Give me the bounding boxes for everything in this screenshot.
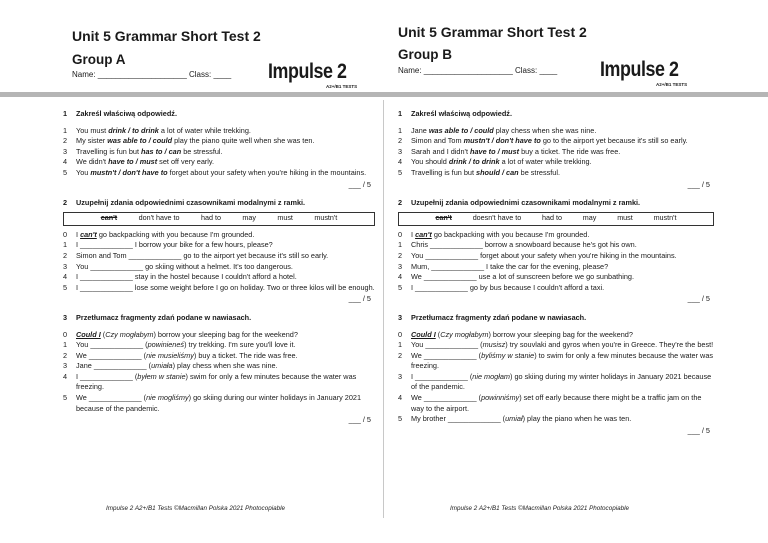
polish-hint: nie mogliśmy (146, 393, 189, 403)
answer-options: mustn't / don't have to (463, 136, 541, 146)
example-answer: can't (80, 229, 97, 239)
text-fragment: Mum, _____________ I take the car for the evening, please? (411, 261, 609, 271)
question-item (398, 157, 714, 168)
exercise-instruction (398, 313, 714, 324)
question-item (398, 251, 714, 262)
word-box (63, 212, 375, 226)
group-label: Group A (72, 52, 126, 67)
question-number: 4 (398, 157, 403, 167)
score-line: ___ / 5 (687, 425, 710, 435)
question-item (63, 351, 375, 362)
question-item (63, 230, 375, 241)
polish-hint: umiała (151, 361, 173, 371)
question-number: 1 (398, 125, 403, 135)
exercise-instruction (63, 109, 375, 120)
section-gap (63, 190, 375, 196)
text-fragment: We _____________ ( (76, 350, 147, 360)
question-number: 3 (63, 261, 68, 271)
question-item (398, 340, 714, 351)
answer-options: should / can (476, 167, 519, 177)
logo-subtitle: A2+/B1 TESTS (656, 82, 688, 87)
word-box-item: mustn't (314, 213, 338, 223)
exercise-content (63, 107, 375, 426)
exercise-instruction (398, 198, 714, 209)
question-item (63, 147, 375, 158)
question-item (398, 272, 714, 283)
question-text (76, 251, 328, 260)
question-number: 2 (398, 250, 403, 260)
question-number: 0 (398, 329, 403, 339)
text-fragment: ) try trekking. I'm sure you'll love it. (184, 340, 296, 350)
question-text (76, 262, 293, 271)
text-fragment: Sarah and I didn't (411, 146, 470, 156)
question-number: 5 (398, 414, 403, 424)
question-item (63, 126, 375, 137)
text-fragment: Jane (411, 125, 429, 135)
text-fragment: ) borrow your sleeping bag for the weekend? (153, 329, 298, 339)
page-title: Unit 5 Grammar Short Test 2 (72, 28, 261, 44)
text-fragment: Travelling is fun but (411, 167, 477, 177)
answer-options: was able to / could (107, 136, 173, 146)
question-number: 0 (63, 229, 68, 239)
question-text (76, 361, 278, 370)
question-number: 4 (63, 157, 68, 167)
word-box-item: may (242, 213, 256, 223)
name-class-line: Name: ____________________ Class: ____ (72, 70, 232, 79)
question-number: 3 (398, 371, 403, 381)
text-fragment: You _____________ forget about your safety when you're hiking in the mountains. (411, 250, 677, 260)
copyright-footer: Impulse 2 A2+/B1 Tests ©Macmillan Polska 2021 Photocopiable (106, 505, 286, 512)
text-fragment: ( (435, 329, 441, 339)
exercise-number: 2 (398, 198, 403, 208)
polish-hint: byliśmy w stanie (481, 350, 535, 360)
question-number: 5 (63, 393, 68, 403)
question-number: 0 (398, 229, 403, 239)
text-fragment: a lot of water while trekking. (499, 157, 592, 167)
question-text (76, 168, 366, 177)
text-fragment: My sister (76, 136, 108, 146)
question-text (76, 340, 296, 349)
question-text (76, 126, 251, 135)
question-text (76, 147, 223, 156)
question-item (398, 126, 714, 137)
exercise-title: Zakreśl właściwą odpowiedź. (76, 109, 177, 118)
section-gap (398, 190, 714, 196)
question-number: 4 (63, 272, 68, 282)
question-text (76, 283, 375, 292)
polish-hint: Czy mogłabym (440, 329, 489, 339)
word-box-item: doesn't have to (472, 213, 522, 223)
polish-hint: Czy mogłabym (105, 329, 154, 339)
text-fragment: ) to swim for only a few minutes because the water was freezing. (411, 350, 714, 371)
exercise-title: Uzupełnij zdania odpowiednimi czasownikami modalnymi z ramki. (411, 198, 641, 208)
question-text (411, 168, 560, 177)
text-fragment: go backpacking with you because I'm grounded. (96, 229, 255, 239)
question-item (398, 414, 714, 425)
answer-options: have to / must (108, 157, 158, 167)
logo-subtitle: A2+/B1 TESTS (326, 84, 358, 89)
question-item (63, 262, 375, 273)
text-fragment: You must (76, 125, 109, 135)
question-number: 3 (63, 146, 68, 156)
text-fragment: ) set off early because there might be a traffic jam on the way to the airport. (411, 393, 702, 413)
text-fragment: forget about your safety when you're hiking in the mountains. (167, 167, 367, 177)
question-number: 1 (63, 340, 68, 350)
text-fragment: play chess when she was nine. (493, 125, 597, 135)
question-number: 1 (398, 240, 403, 250)
question-number: 1 (398, 340, 403, 350)
text-fragment: a lot of water while trekking. (158, 125, 251, 135)
test-page-group-b (384, 0, 768, 543)
text-fragment: buy a ticket. The ride was free. (519, 146, 621, 156)
text-fragment: I _____________ lose some weight before I go on holiday. Two or three kilos will be enough. (76, 282, 375, 292)
word-box-item: must (277, 213, 293, 223)
score-line: ___ / 5 (348, 415, 371, 425)
answer-options: drink / to drink (108, 125, 159, 135)
polish-hint: umiał (505, 414, 523, 424)
question-number: 5 (63, 282, 68, 292)
text-fragment: be stressful. (518, 167, 560, 177)
question-number: 4 (398, 393, 403, 403)
polish-hint: nie mogłam (472, 371, 510, 381)
question-number: 3 (398, 146, 403, 156)
question-item (398, 393, 714, 414)
question-text (411, 330, 633, 339)
question-text (411, 240, 637, 249)
question-item (398, 147, 714, 158)
exercise-instruction (63, 198, 375, 209)
page-title: Unit 5 Grammar Short Test 2 (398, 24, 587, 40)
question-text (411, 262, 608, 271)
question-item (63, 251, 375, 262)
text-fragment: You _____________ ( (411, 340, 483, 350)
text-fragment: We _____________ ( (411, 350, 482, 360)
question-number: 2 (398, 136, 403, 146)
exercise-content (398, 107, 714, 436)
text-fragment: ) buy a ticket. The ride was free. (193, 350, 298, 360)
group-label: Group B (398, 47, 452, 62)
question-text (411, 414, 631, 423)
question-item (398, 372, 714, 393)
question-text (411, 283, 604, 292)
text-fragment: I _____________ I borrow your bike for a few hours, please? (76, 240, 273, 250)
name-class-line: Name: ____________________ Class: ____ (398, 66, 558, 75)
text-fragment: play the piano quite well when she was ten. (172, 136, 315, 146)
exercise-number: 1 (63, 109, 68, 118)
text-fragment: ) swim for only a few minutes because the water was freezing. (76, 371, 357, 392)
exercise-number: 1 (398, 109, 403, 118)
polish-hint: musisz (482, 340, 506, 350)
text-fragment: Chris _____________ borrow a snowboard because he's got his own. (411, 240, 637, 250)
text-fragment: We _____________ ( (76, 393, 147, 403)
exercise-number: 3 (398, 312, 403, 322)
question-item (63, 393, 375, 414)
question-text (76, 393, 361, 413)
question-number: 1 (63, 240, 68, 250)
section-gap (398, 305, 714, 311)
score-line: ___ / 5 (348, 179, 371, 189)
question-text (411, 393, 701, 413)
question-number: 2 (63, 250, 68, 260)
text-fragment: ( (100, 329, 106, 339)
question-text (76, 372, 356, 392)
text-fragment: go backpacking with you because I'm grounded. (431, 229, 590, 239)
question-text (76, 330, 298, 339)
question-item (63, 340, 375, 351)
text-fragment: Travelling is fun but (76, 146, 142, 156)
polish-hint: byłem w stanie (137, 371, 186, 381)
question-number: 2 (63, 350, 68, 360)
text-fragment: You (76, 167, 91, 177)
impulse-logo: Impulse 2 (268, 60, 347, 83)
answer-options: drink / to drink (448, 157, 500, 167)
question-item (63, 372, 375, 393)
word-box-item: must (617, 213, 633, 223)
question-number: 0 (63, 329, 68, 339)
question-text (76, 136, 314, 145)
impulse-logo: Impulse 2 (600, 58, 679, 81)
question-item (63, 361, 375, 372)
question-text (76, 272, 297, 281)
exercise-number: 3 (63, 312, 68, 322)
polish-hint: powinniśmy (481, 393, 520, 403)
question-item (398, 168, 714, 179)
question-text (411, 230, 589, 239)
question-text (411, 272, 634, 281)
exercise-title: Zakreśl właściwą odpowiedź. (411, 109, 512, 118)
text-fragment: You _____________ go skiing without a helmet. It's too dangerous. (76, 261, 293, 271)
text-fragment: You should (411, 157, 449, 167)
text-fragment: go to the airport yet because it's still so early. (540, 136, 688, 146)
exercise-title: Uzupełnij zdania odpowiednimi czasownikami modalnymi z ramki. (76, 198, 306, 208)
question-text (76, 351, 298, 360)
exercise-number: 2 (63, 198, 68, 208)
text-fragment: I (411, 229, 416, 239)
question-text (411, 157, 592, 166)
question-number: 5 (398, 167, 403, 177)
answer-options: has to / can (141, 146, 182, 156)
question-text (76, 240, 273, 249)
polish-hint: nie musieliśmy (146, 350, 194, 360)
copyright-footer: Impulse 2 A2+/B1 Tests ©Macmillan Polska 2021 Photocopiable (450, 505, 630, 512)
word-box-item: had to (200, 213, 221, 223)
question-item (398, 283, 714, 294)
example-answer: Could I (76, 329, 101, 339)
answer-options: was able to / could (428, 125, 494, 135)
text-fragment: I _____________ ( (76, 371, 138, 381)
example-answer: can't (415, 229, 432, 239)
question-number: 1 (63, 125, 68, 135)
question-item (398, 230, 714, 241)
question-number: 2 (398, 350, 403, 360)
question-item (398, 136, 714, 147)
exercise-title: Przetłumacz fragmenty zdań podane w nawiasach. (411, 312, 587, 322)
question-item (63, 240, 375, 251)
question-text (76, 230, 254, 239)
question-item (63, 272, 375, 283)
word-box-item: mustn't (653, 213, 677, 223)
question-number: 5 (63, 167, 68, 177)
question-text (411, 126, 596, 135)
polish-hint: powinieneś (147, 340, 185, 350)
text-fragment: I _____________ go by bus because I couldn't afford a taxi. (411, 282, 605, 292)
question-text (411, 372, 711, 392)
score-line: ___ / 5 (687, 294, 710, 304)
word-box-item: may (582, 213, 597, 223)
text-fragment: My brother _____________ ( (411, 414, 506, 424)
exercise-instruction (398, 109, 714, 120)
text-fragment: Jane _____________ ( (76, 361, 152, 371)
text-fragment: ) play chess when she was nine. (172, 361, 278, 371)
text-fragment: We didn't (76, 157, 109, 167)
question-number: 3 (398, 261, 403, 271)
word-box-item: can't (435, 213, 452, 223)
question-number: 4 (398, 272, 403, 282)
question-item (63, 136, 375, 147)
answer-options: mustn't / don't have to (90, 167, 168, 177)
question-item (63, 283, 375, 294)
word-box-item: don't have to (138, 213, 180, 223)
question-item (63, 168, 375, 179)
question-item (398, 262, 714, 273)
question-item (398, 240, 714, 251)
text-fragment: Simon and Tom _____________ go to the airport yet because it's still so early. (76, 250, 329, 260)
score-line: ___ / 5 (348, 294, 371, 304)
text-fragment: We _____________ use a lot of sunscreen before we go sunbathing. (411, 272, 634, 282)
text-fragment: ) borrow your sleeping bag for the weekend? (488, 329, 633, 339)
word-box-item: can't (100, 213, 118, 223)
question-text (411, 136, 688, 145)
text-fragment: ) go skiing during our winter holidays in January 2021 because of the pandemic. (76, 393, 362, 413)
question-number: 2 (63, 136, 68, 146)
text-fragment: ) go skiing during my winter holidays in January 2021 because of the pandemic. (411, 371, 712, 392)
exercise-title: Przetłumacz fragmenty zdań podane w nawiasach. (76, 312, 252, 322)
question-text (411, 351, 713, 371)
text-fragment: I (76, 229, 81, 239)
question-number: 3 (63, 361, 68, 371)
text-fragment: Simon and Tom (411, 136, 464, 146)
exercise-instruction (63, 313, 375, 324)
question-item (63, 157, 375, 168)
question-item (398, 351, 714, 372)
text-fragment: be stressful. (181, 146, 223, 156)
question-text (76, 157, 214, 166)
text-fragment: set off very early. (157, 157, 215, 167)
text-fragment: We _____________ ( (411, 393, 482, 403)
text-fragment: I _____________ stay in the hostel because I couldn't afford a hotel. (76, 272, 297, 282)
text-fragment: ) play the piano when he was ten. (522, 414, 632, 424)
section-gap (63, 305, 375, 311)
question-item (398, 330, 714, 341)
word-box (398, 212, 714, 226)
answer-options: have to / must (470, 146, 520, 156)
text-fragment: I _____________ ( (411, 371, 473, 381)
question-text (411, 251, 677, 260)
question-text (411, 340, 713, 349)
question-item (63, 330, 375, 341)
text-fragment: ) try souvlaki and gyros when you're in Greece. They're the best! (505, 340, 714, 350)
word-box-item: had to (542, 213, 562, 223)
question-number: 5 (398, 282, 403, 292)
question-number: 4 (63, 371, 68, 381)
example-answer: Could I (411, 329, 436, 339)
score-line: ___ / 5 (687, 179, 710, 189)
question-text (411, 147, 620, 156)
text-fragment: You _____________ ( (76, 340, 148, 350)
